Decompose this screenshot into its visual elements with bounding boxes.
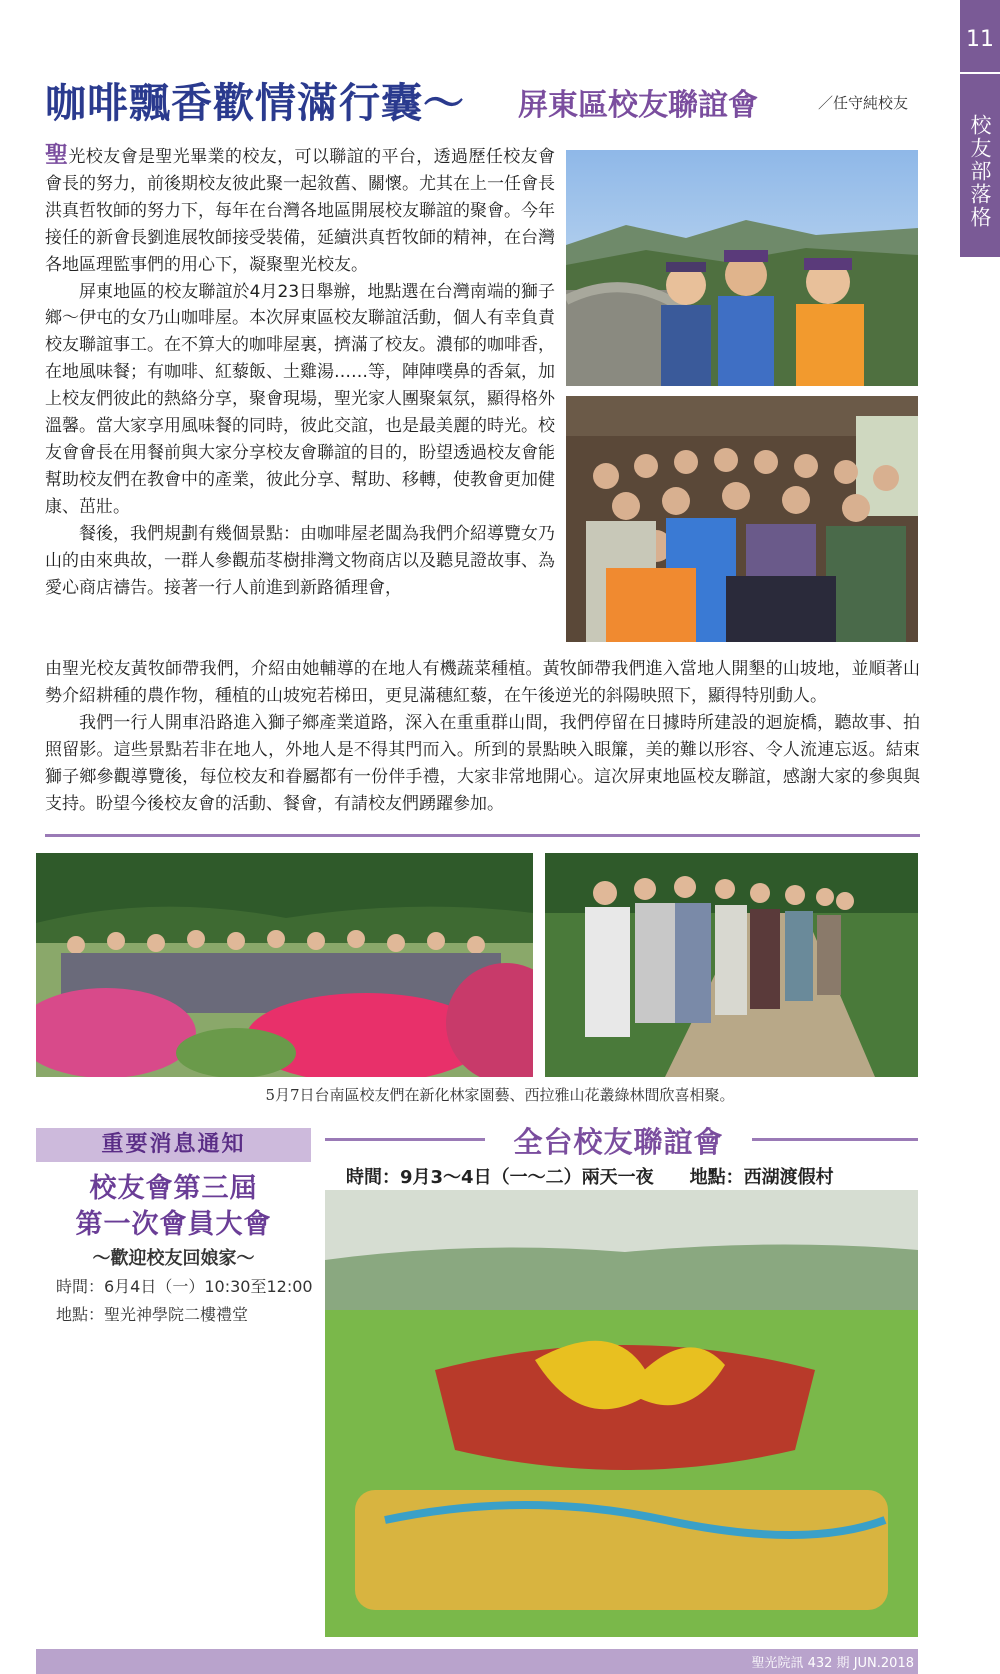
notice-place: 地點：聖光神學院二樓禮堂 bbox=[56, 1305, 249, 1324]
photo-caption: 5月7日台南區校友們在新化林家園藝、西拉雅山花叢綠林間欣喜相聚。 bbox=[265, 1086, 735, 1104]
article-author: ／任守純校友 bbox=[818, 94, 909, 112]
section-tab bbox=[960, 0, 1000, 257]
notice-title-line1: 校友會第三屆 bbox=[89, 1173, 258, 1204]
notice-time: 時間：6月4日（一）10:30至12:00 bbox=[56, 1277, 313, 1296]
notice-welcome: ～歡迎校友回娘家～ bbox=[92, 1248, 255, 1269]
photo-garden-group bbox=[36, 853, 533, 1077]
photo-mountain-group bbox=[566, 150, 918, 386]
reunion-rule-left bbox=[325, 1138, 485, 1141]
paragraph-4: 我們一行人開車沿路進入獅子鄉產業道路，深入在重重群山間，我們停留在日據時所建設的迴旋橋，聽故事、拍照留影。這些景點若非在地人，外地人是不得其門而入。所到的景點映入眼簾，美的難以形容、令人流連忘返。結束獅子鄉參觀導覽後，每位校友和眷屬都有一份伴手禮，大家非常地開心。這次屏東地區校友聯誼，感謝大家的參與與支持。盼望今後校友會的活動、餐會，有請校友們踴躍參加。 bbox=[45, 712, 920, 814]
article-body-wide bbox=[45, 656, 920, 817]
reunion-info: 時間：9月3～4日（一～二）兩天一夜 地點：西湖渡假村 bbox=[346, 1167, 834, 1188]
paragraph-3-end: 由聖光校友黃牧師帶我們，介紹由她輔導的在地人有機蔬菜種植。黃牧師帶我們進入當地人開墾的山坡地，並順著山勢介紹耕種的農作物，種植的山坡宛若梯田，更見滿穗紅藜，在午後逆光的斜陽映照下，顯得特別動人。 bbox=[45, 659, 920, 706]
notice-header: 重要消息通知 bbox=[36, 1128, 311, 1162]
reunion-title: 全台校友聯誼會 bbox=[513, 1125, 724, 1159]
paragraph-1 bbox=[45, 142, 555, 279]
article-body-column bbox=[45, 142, 555, 601]
section-label: 校友部落格 bbox=[968, 113, 992, 229]
reunion-rule-right bbox=[752, 1138, 918, 1141]
footer-issue: 聖光院訊 432 期 JUN.2018 bbox=[751, 1656, 914, 1671]
page-number: 11 bbox=[960, 0, 1000, 74]
paragraph-2: 屏東地區的校友聯誼於4月23日舉辦，地點選在台灣南端的獅子鄉～伊屯的女乃山咖啡屋。本次屏東區校友聯誼活動，個人有幸負責校友聯誼事工。在不算大的咖啡屋裏，擠滿了校友。濃郁的咖啡香，在地風味餐；有咖啡、紅藜飯、土雞湯……等，陣陣噗鼻的香氣，加上校友們彼此的熱絡分享，聚會現場，聖光家人團聚氣氛，顯得格外溫馨。當大家享用風味餐的同時，彼此交誼，也是最美麗的時光。校友會會長在用餐前與大家分享校友會聯誼的目的，盼望透過校友會能幫助校友們在教會中的產業，彼此分享、幫助、移轉，使教會更加健康、茁壯。 bbox=[45, 281, 555, 517]
article-subtitle: 屏東區校友聯誼會 bbox=[518, 88, 758, 123]
section-divider bbox=[45, 834, 920, 837]
paragraph-3-start: 餐後，我們規劃有幾個景點：由咖啡屋老闆為我們介紹導覽女乃山的由來典故，一群人參觀茄苳樹排灣文物商店以及聽見證故事、為愛心商店禱告。接著一行人前進到新路循理會， bbox=[45, 523, 555, 598]
photo-resort-garden bbox=[325, 1190, 918, 1637]
notice-title-line2: 第一次會員大會 bbox=[75, 1209, 272, 1240]
drop-cap: 聖 bbox=[45, 142, 69, 168]
photo-forest-path-group bbox=[545, 853, 918, 1077]
article-title: 咖啡飄香歡情滿行囊～ bbox=[45, 79, 465, 127]
paragraph-1-text: 光校友會是聖光畢業的校友，可以聯誼的平台，透過歷任校友會會長的努力，前後期校友彼此聚一起敘舊、關懷。尤其在上一任會長洪真哲牧師的努力下，每年在台灣各地區開展校友聯誼的聚會。今年接任的新會長劉進展牧師接受裝備，延續洪真哲牧師的精神，在台灣各地區理監事們的用心下，凝聚聖光校友。 bbox=[45, 147, 556, 275]
photo-cafe-group bbox=[566, 396, 918, 642]
